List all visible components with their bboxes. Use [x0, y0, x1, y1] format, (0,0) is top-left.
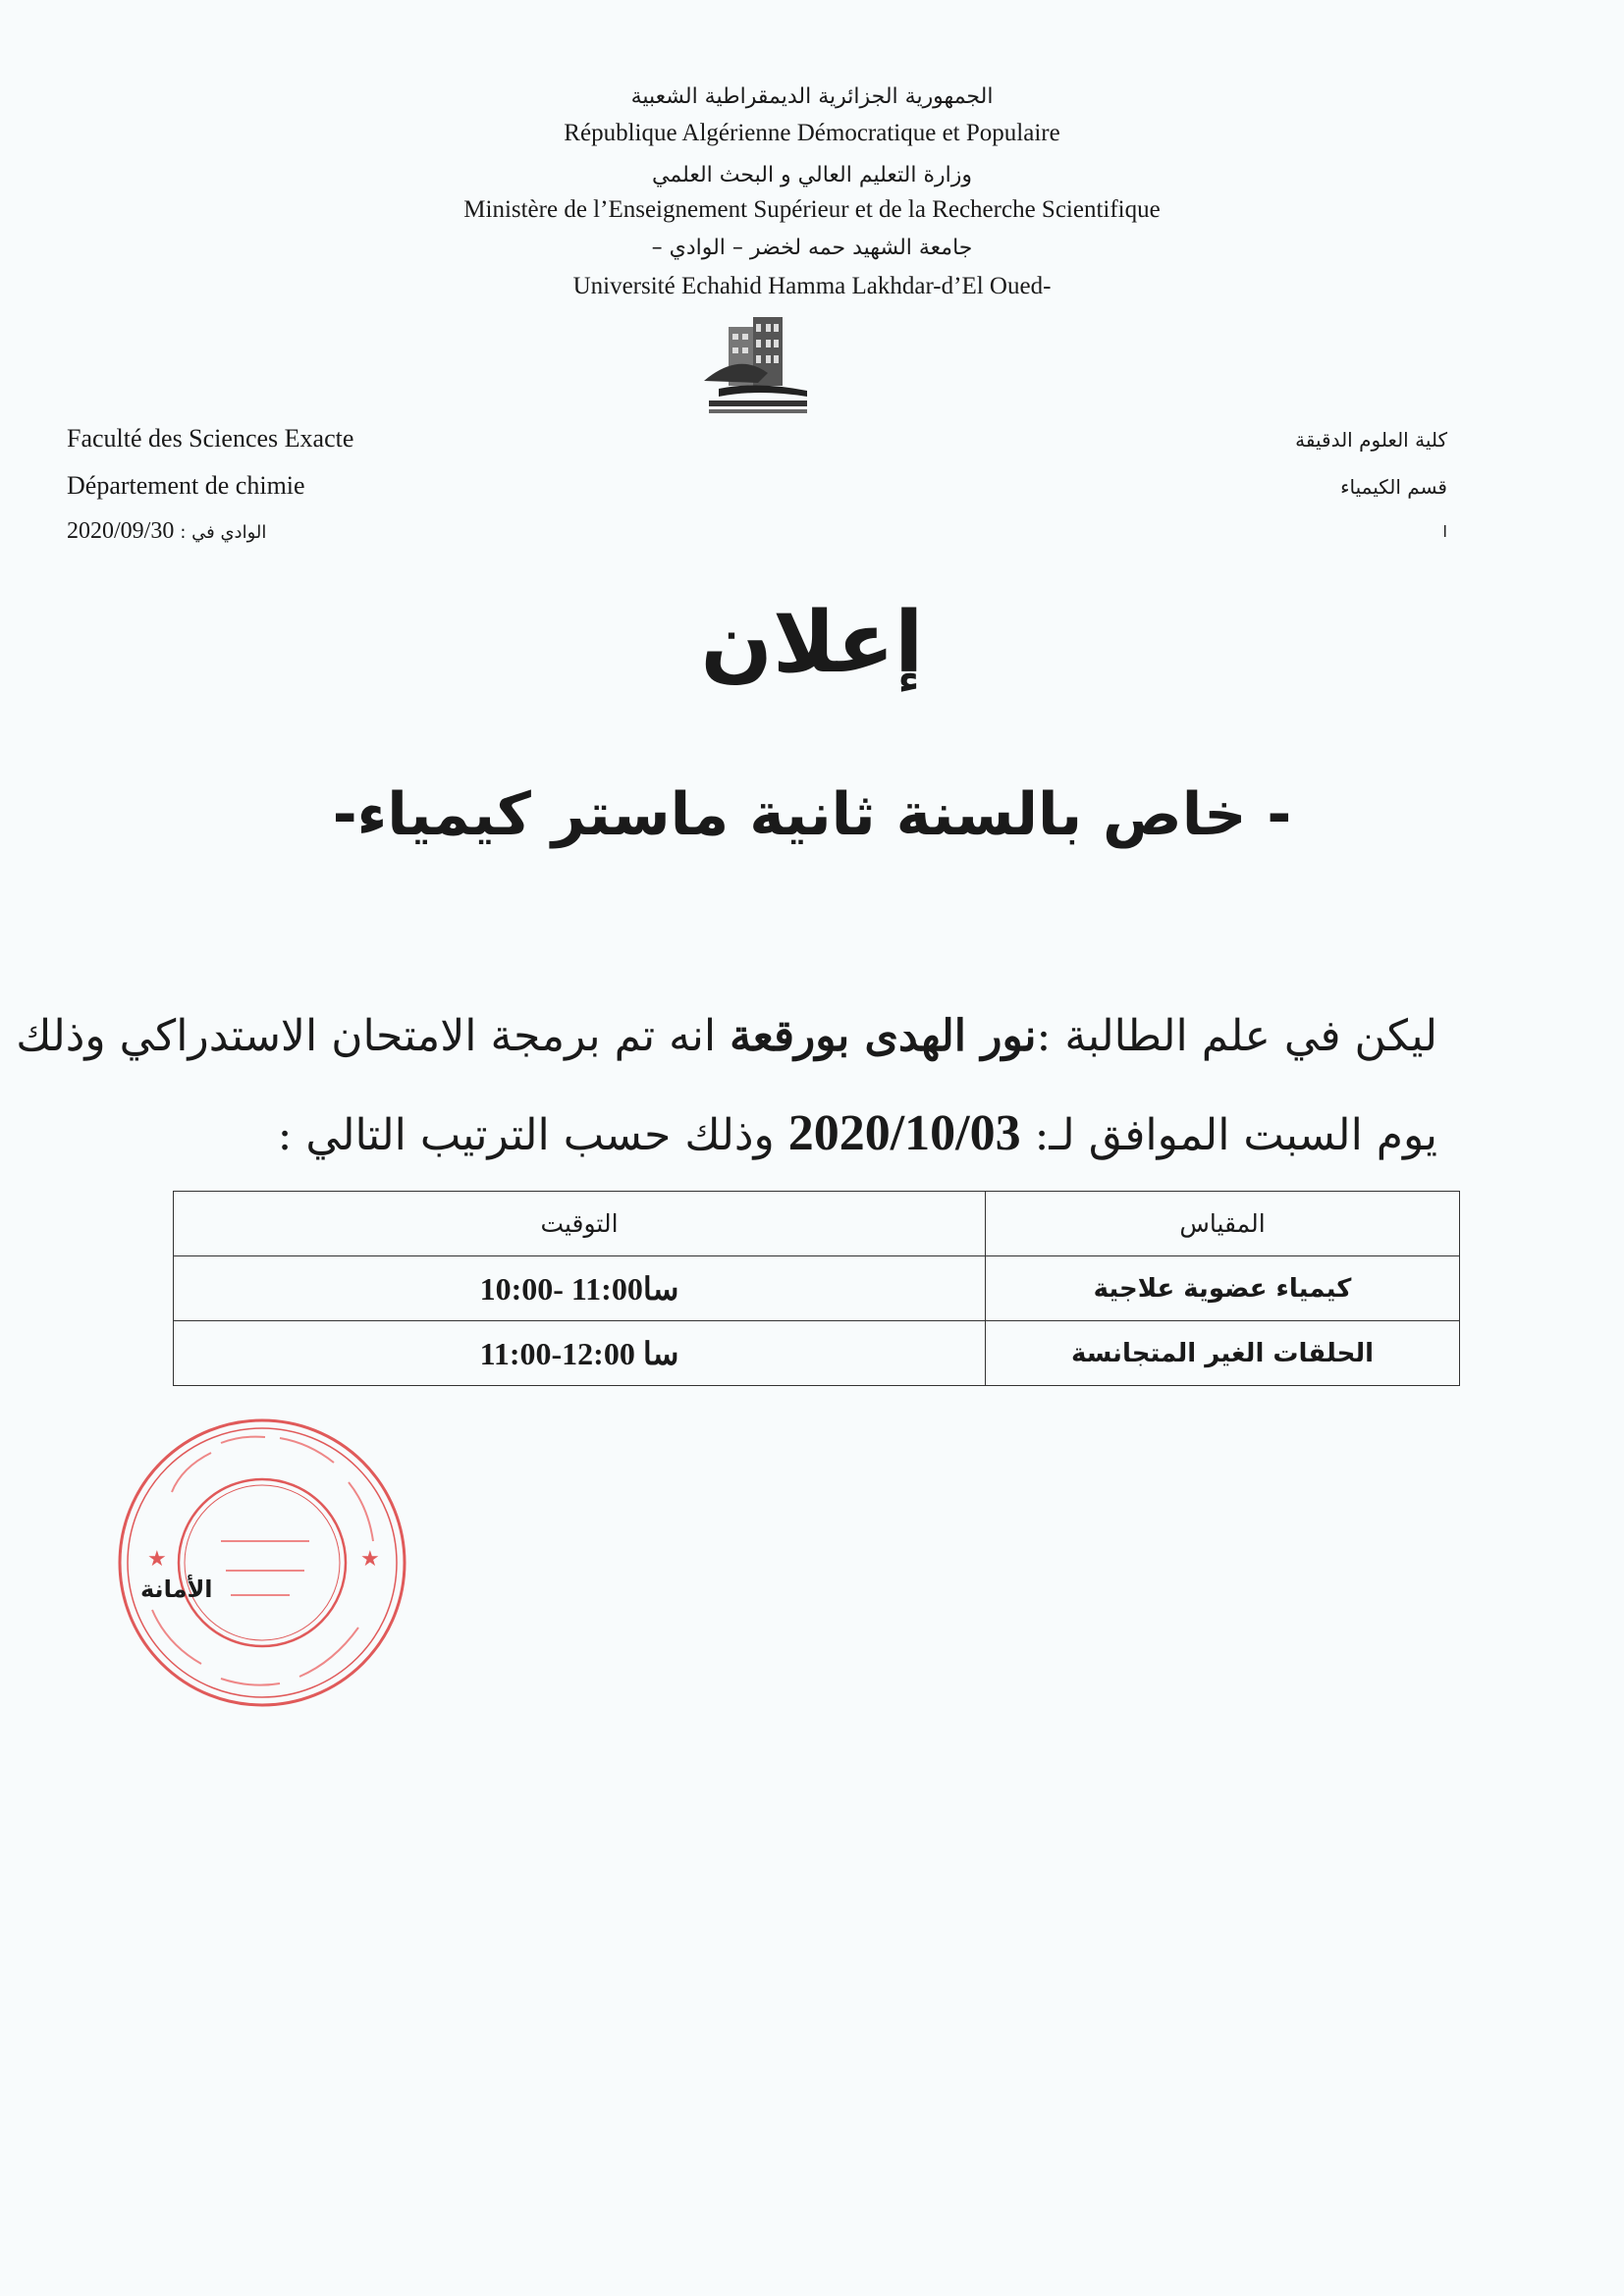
exam-date: 2020/10/03 [787, 1105, 1021, 1161]
schedule-table [173, 1191, 1460, 1386]
row-time: 10:00- 11:00سا [174, 1256, 986, 1321]
table-row [174, 1256, 1460, 1321]
university-logo-icon [699, 312, 817, 420]
ministry-ar: وزارة التعليم العالي و البحث العلمي [652, 163, 972, 187]
header-module: المقياس [986, 1192, 1460, 1256]
date-line [67, 518, 266, 545]
table-header-row [174, 1192, 1460, 1256]
svg-text:★: ★ [147, 1547, 167, 1572]
announcement-title: إعلان [700, 594, 924, 692]
body-line-2 [278, 1104, 1437, 1162]
table-row [174, 1321, 1460, 1386]
faculty-fr: Faculté des Sciences Exacte [67, 424, 354, 453]
official-stamp-icon [113, 1414, 412, 1713]
republic-fr: République Algérienne Démocratique et Populaire [564, 120, 1060, 146]
date-label: الوادي في : [180, 522, 267, 543]
row-time: 11:00-12:00 سا [174, 1321, 986, 1386]
body-line2-prefix: يوم السبت الموافق لـ: [1020, 1110, 1437, 1160]
department-ar: قسم الكيمياء [1340, 475, 1447, 499]
body-line2-suffix: وذلك حسب الترتيب التالي : [277, 1110, 788, 1160]
stamp-label: الأمانة [140, 1575, 213, 1603]
row-module: كيمياء عضوية علاجية [986, 1256, 1460, 1321]
body-line-1 [16, 1011, 1437, 1061]
header-time: التوقيت [174, 1192, 986, 1256]
ref-mark: ا [1442, 522, 1447, 541]
republic-ar: الجمهورية الجزائرية الديمقراطية الشعبية [630, 84, 994, 109]
svg-text:★: ★ [360, 1547, 380, 1572]
ministry-fr: Ministère de l’Enseignement Supérieur et de la Recherche Scientifique [463, 196, 1161, 223]
date-value: 2020/09/30 [67, 518, 175, 544]
row-module: الحلقات الغير المتجانسة [986, 1321, 1460, 1386]
body-line1-prefix: ليكن في علم الطالبة : [1036, 1011, 1437, 1061]
student-name: نور الهدى بورقعة [730, 1011, 1037, 1061]
body-line1-suffix: انه تم برمجة الامتحان الاستدراكي وذلك [16, 1011, 731, 1061]
department-fr: Département de chimie [67, 471, 305, 500]
announcement-subtitle: - خاص بالسنة ثانية ماستر كيمياء- [332, 780, 1292, 849]
university-fr: Université Echahid Hamma Lakhdar-d’El Oued- [572, 273, 1052, 299]
university-ar: جامعة الشهيد حمه لخضر – الوادي – [651, 236, 973, 260]
faculty-ar: كلية العلوم الدقيقة [1295, 428, 1447, 452]
